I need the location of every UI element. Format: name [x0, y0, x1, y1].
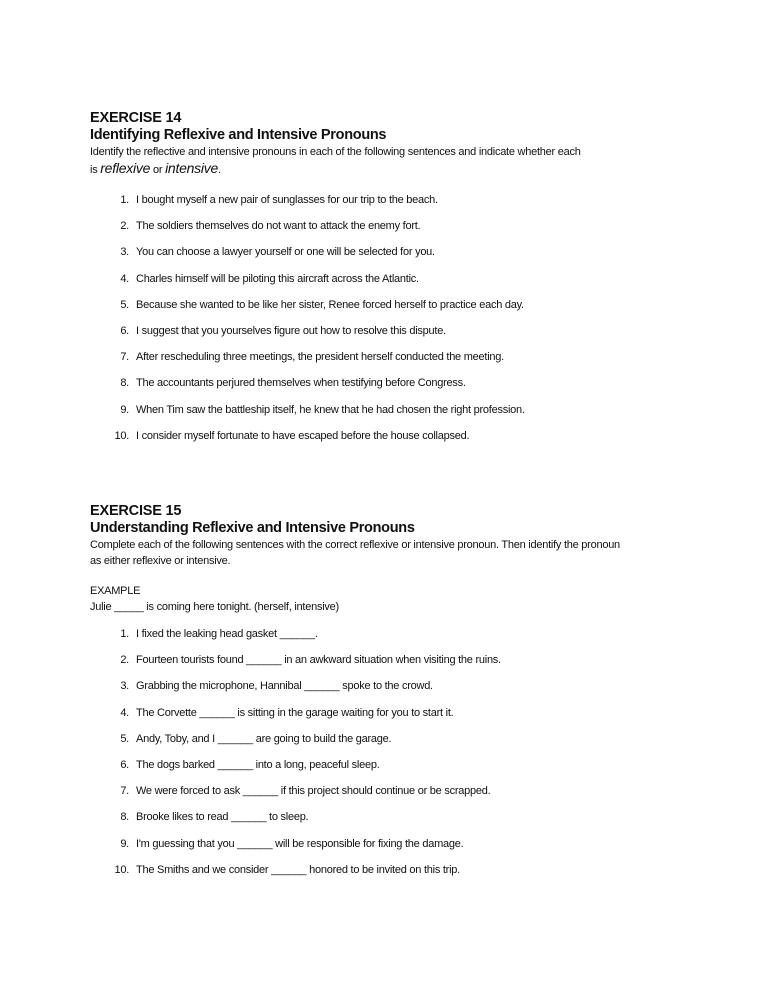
item-number: 6.	[120, 324, 129, 337]
exercise-14-subtitle: Identifying Reflexive and Intensive Pronouns	[90, 127, 387, 143]
list-item	[90, 403, 690, 429]
item-text: We were forced to ask ______ if this project should continue or be scrapped.	[136, 785, 491, 798]
item-number: 3.	[120, 246, 129, 259]
list-item	[90, 219, 690, 245]
item-text: The Corvette ______ is sitting in the garage waiting for you to start it.	[136, 706, 454, 719]
item-number: 2.	[120, 654, 129, 667]
item-number: 10.	[114, 429, 129, 442]
list-item	[90, 245, 690, 271]
item-number: 8.	[120, 811, 129, 824]
item-text: Brooke likes to read ______ to sleep.	[136, 811, 309, 824]
item-number: 1.	[120, 194, 129, 206]
exercise-14-instructions	[90, 144, 690, 179]
item-text: Fourteen tourists found ______ in an awkward situation when visiting the ruins.	[136, 654, 501, 667]
item-number: 4.	[120, 706, 129, 719]
item-number: 9.	[120, 403, 129, 416]
exercise-15-title: EXERCISE 15	[90, 503, 182, 519]
item-number: 10.	[114, 863, 129, 876]
example-text: Julie _____ is coming here tonight. (herself, intensive)	[90, 601, 339, 613]
exercise-14-title: EXERCISE 14	[90, 110, 182, 126]
item-number: 2.	[120, 220, 129, 233]
exercise-14-instructions-line2	[90, 160, 690, 179]
list-item	[90, 758, 690, 784]
instructions-or: or	[152, 164, 163, 176]
list-item	[90, 706, 690, 732]
item-number: 7.	[120, 351, 129, 364]
instructions-intensive: intensive	[165, 160, 219, 176]
example-label: EXAMPLE	[90, 585, 141, 597]
item-text: I bought myself a new pair of sunglasses for our trip to the beach.	[136, 194, 438, 206]
item-text: I'm guessing that you ______ will be responsible for fixing the damage.	[136, 837, 464, 850]
item-number: 5.	[120, 298, 129, 311]
list-item	[90, 679, 690, 705]
item-text: The soldiers themselves do not want to attack the enemy fort.	[136, 220, 421, 233]
list-item	[90, 837, 690, 863]
list-item	[90, 627, 690, 653]
item-text: Because she wanted to be like her sister, Renee forced herself to practice each day.	[136, 298, 524, 311]
item-text: The dogs barked ______ into a long, peaceful sleep.	[136, 758, 380, 771]
item-text: The Smiths and we consider ______ honored to be invited on this trip.	[136, 863, 460, 876]
instructions-is: is	[90, 164, 98, 176]
exercise-15-subtitle: Understanding Reflexive and Intensive Pronouns	[90, 520, 415, 536]
list-item	[90, 324, 690, 350]
list-item	[90, 298, 690, 324]
list-item	[90, 653, 690, 679]
item-text: You can choose a lawyer yourself or one will be selected for you.	[136, 246, 435, 259]
item-text: I suggest that you yourselves figure out how to resolve this dispute.	[136, 324, 446, 337]
item-number: 7.	[120, 785, 129, 798]
item-number: 4.	[120, 272, 129, 285]
item-text: When Tim saw the battleship itself, he knew that he had chosen the right profession.	[136, 403, 525, 416]
item-number: 6.	[120, 758, 129, 771]
item-number: 1.	[120, 628, 129, 640]
exercise-15-instructions	[90, 537, 690, 569]
item-number: 5.	[120, 732, 129, 745]
item-number: 3.	[120, 680, 129, 693]
instructions-period: .	[218, 164, 221, 176]
exercise-15-list	[90, 627, 690, 889]
exercise-15	[90, 503, 690, 889]
list-item	[90, 193, 690, 219]
list-item	[90, 732, 690, 758]
exercise-14	[90, 110, 690, 455]
instructions-reflexive: reflexive	[100, 160, 151, 176]
exercise-14-instructions-line1: Identify the reflective and intensive pronouns in each of the following sentences and indicate whether each	[90, 146, 581, 158]
item-text: After rescheduling three meetings, the president herself conducted the meeting.	[136, 351, 504, 364]
item-text: I consider myself fortunate to have escaped before the house collapsed.	[136, 429, 470, 442]
list-item	[90, 784, 690, 810]
list-item	[90, 376, 690, 402]
item-number: 9.	[120, 837, 129, 850]
exercise-15-instructions-line2: as either reflexive or intensive.	[90, 555, 231, 567]
exercise-14-list	[90, 193, 690, 455]
item-number: 8.	[120, 377, 129, 390]
exercise-15-instructions-line1: Complete each of the following sentences with the correct reflexive or intensive pronoun. Then identify the pronoun	[90, 539, 620, 551]
item-text: The accountants perjured themselves when testifying before Congress.	[136, 377, 466, 390]
example-block	[90, 583, 690, 615]
list-item	[90, 350, 690, 376]
list-item	[90, 810, 690, 836]
item-text: Charles himself will be piloting this aircraft across the Atlantic.	[136, 272, 419, 285]
item-text: I fixed the leaking head gasket ______.	[136, 628, 318, 640]
list-item	[90, 863, 690, 889]
list-item	[90, 272, 690, 298]
item-text: Grabbing the microphone, Hannibal ______ spoke to the crowd.	[136, 680, 433, 693]
list-item	[90, 429, 690, 455]
item-text: Andy, Toby, and I ______ are going to build the garage.	[136, 732, 392, 745]
